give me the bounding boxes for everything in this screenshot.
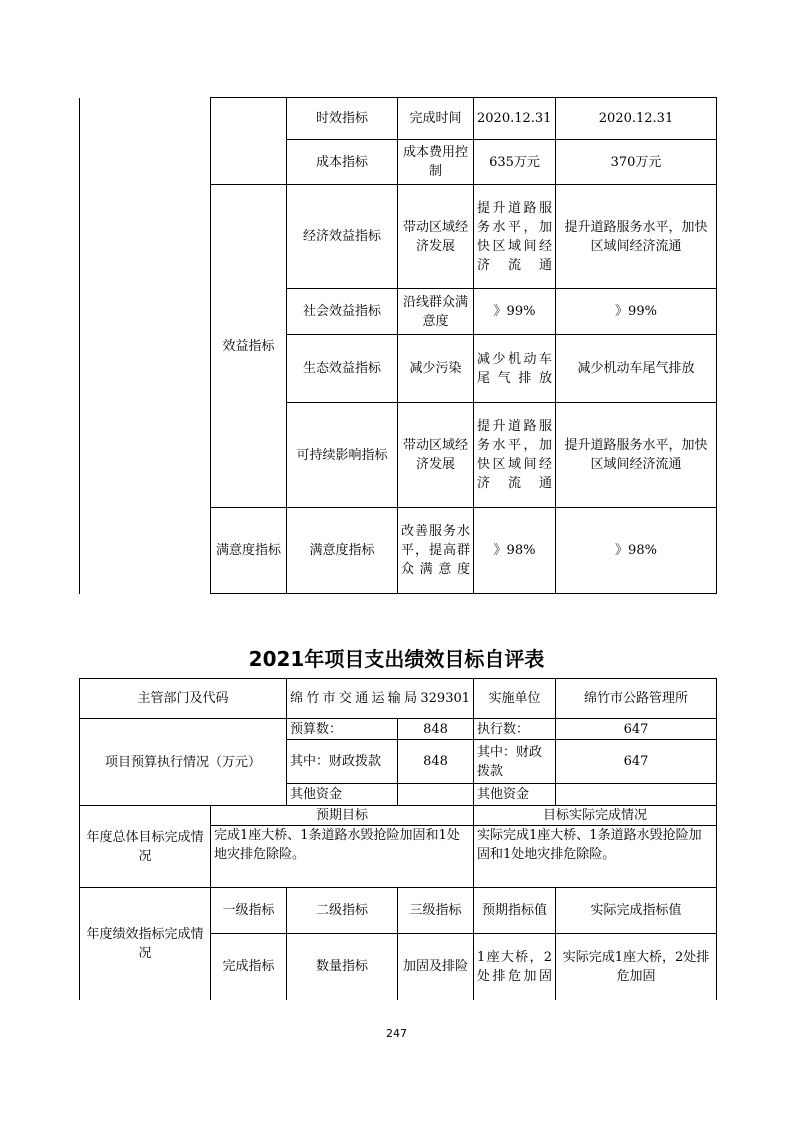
category-spine [80, 98, 211, 594]
table-row [80, 98, 717, 140]
actual-value-cell: 提升道路服务水平，加快区域间经济流通 [556, 185, 717, 289]
actual-value-cell: 提升道路服务水平，加快区域间经济流通 [556, 403, 717, 508]
level3-cell: 改善服务水平，提高群众满意度 [398, 508, 474, 594]
planned-value-cell: 减少机动车尾气排放 [474, 335, 556, 403]
other-funds-exec [556, 784, 717, 806]
expected-goal-cell: 完成1座大桥、1条道路水毁抢险加固和1处地灾排危除险。 [211, 826, 474, 888]
fiscal-budget-value: 848 [398, 740, 474, 784]
budget-label-cell: 项目预算执行情况（万元） [80, 719, 287, 806]
level1-satisfaction-cell: 满意度指标 [211, 508, 287, 594]
actual-goal-cell: 实际完成1座大桥、1条道路水毁抢险加固和1处地灾排危除险。 [474, 826, 717, 888]
planned-value-cell: 提升道路服务水平，加快区域间经济流通 [474, 403, 556, 508]
budget-count-label: 预算数： [287, 719, 398, 740]
table-row [80, 888, 717, 934]
level2-cell: 生态效益指标 [287, 335, 398, 403]
row-level1: 完成指标 [211, 934, 287, 1000]
planned-value-cell: 2020.12.31 [474, 98, 556, 140]
level3-cell: 带动区域经济发展 [398, 403, 474, 508]
row-expected: 1座大桥，2处排危加固 [474, 934, 556, 1000]
upper-indicator-table [79, 97, 717, 594]
table-row [80, 806, 717, 826]
actual-value-cell: 2020.12.31 [556, 98, 717, 140]
other-funds-exec-label: 其他资金 [474, 784, 556, 806]
table-row [80, 719, 717, 740]
row-level2: 数量指标 [287, 934, 398, 1000]
level3-cell: 减少污染 [398, 335, 474, 403]
level2-cell: 经济效益指标 [287, 185, 398, 289]
exec-count-label: 执行数： [474, 719, 556, 740]
row-actual: 实际完成1座大桥，2处排危加固 [556, 934, 717, 1000]
output-level1-cell [211, 98, 287, 185]
level2-cell: 可持续影响指标 [287, 403, 398, 508]
actual-value-cell: 370万元 [556, 140, 717, 185]
planned-value-cell: 》98% [474, 508, 556, 594]
actual-value-cell: 》98% [556, 508, 717, 594]
level2-cell: 满意度指标 [287, 508, 398, 594]
impl-value-cell: 绵竹市公路管理所 [556, 679, 717, 719]
hdr-expected: 预期指标值 [474, 888, 556, 934]
fiscal-exec-label: 其中：财政拨款 [474, 740, 556, 784]
perf-label-cell: 年度绩效指标完成情况 [80, 888, 211, 1000]
level3-cell: 带动区域经济发展 [398, 185, 474, 289]
other-funds-budget [398, 784, 474, 806]
level3-cell: 完成时间 [398, 98, 474, 140]
fiscal-exec-value: 647 [556, 740, 717, 784]
hdr-level3: 三级指标 [398, 888, 474, 934]
impl-label-cell: 实施单位 [474, 679, 556, 719]
table-row [80, 679, 717, 719]
actual-value-cell: 》99% [556, 289, 717, 335]
exec-count-value: 647 [556, 719, 717, 740]
level3-cell: 成本费用控制 [398, 140, 474, 185]
planned-value-cell: 提升道路服务水平，加快区域间经济流通 [474, 185, 556, 289]
level2-cell: 成本指标 [287, 140, 398, 185]
overall-label-cell: 年度总体目标完成情况 [80, 806, 211, 888]
page-number: 247 [386, 1027, 407, 1040]
page-title: 2021年项目支出绩效目标自评表 [248, 647, 545, 671]
level2-cell: 时效指标 [287, 98, 398, 140]
level3-cell: 沿线群众满意度 [398, 289, 474, 335]
dept-value-cell: 绵竹市交通运输局329301 [287, 679, 474, 719]
hdr-level2: 二级指标 [287, 888, 398, 934]
level1-benefit-cell: 效益指标 [211, 185, 287, 508]
planned-value-cell: 635万元 [474, 140, 556, 185]
self-evaluation-table [79, 678, 717, 1000]
expected-goal-header: 预期目标 [211, 806, 474, 826]
actual-value-cell: 减少机动车尾气排放 [556, 335, 717, 403]
budget-count-value: 848 [398, 719, 474, 740]
other-funds-label: 其他资金 [287, 784, 398, 806]
hdr-actual: 实际完成指标值 [556, 888, 717, 934]
planned-value-cell: 》99% [474, 289, 556, 335]
hdr-level1: 一级指标 [211, 888, 287, 934]
dept-label-cell: 主管部门及代码 [80, 679, 287, 719]
level2-cell: 社会效益指标 [287, 289, 398, 335]
actual-goal-header: 目标实际完成情况 [474, 806, 717, 826]
row-level3: 加固及排险 [398, 934, 474, 1000]
fiscal-label: 其中：财政拨款 [287, 740, 398, 784]
